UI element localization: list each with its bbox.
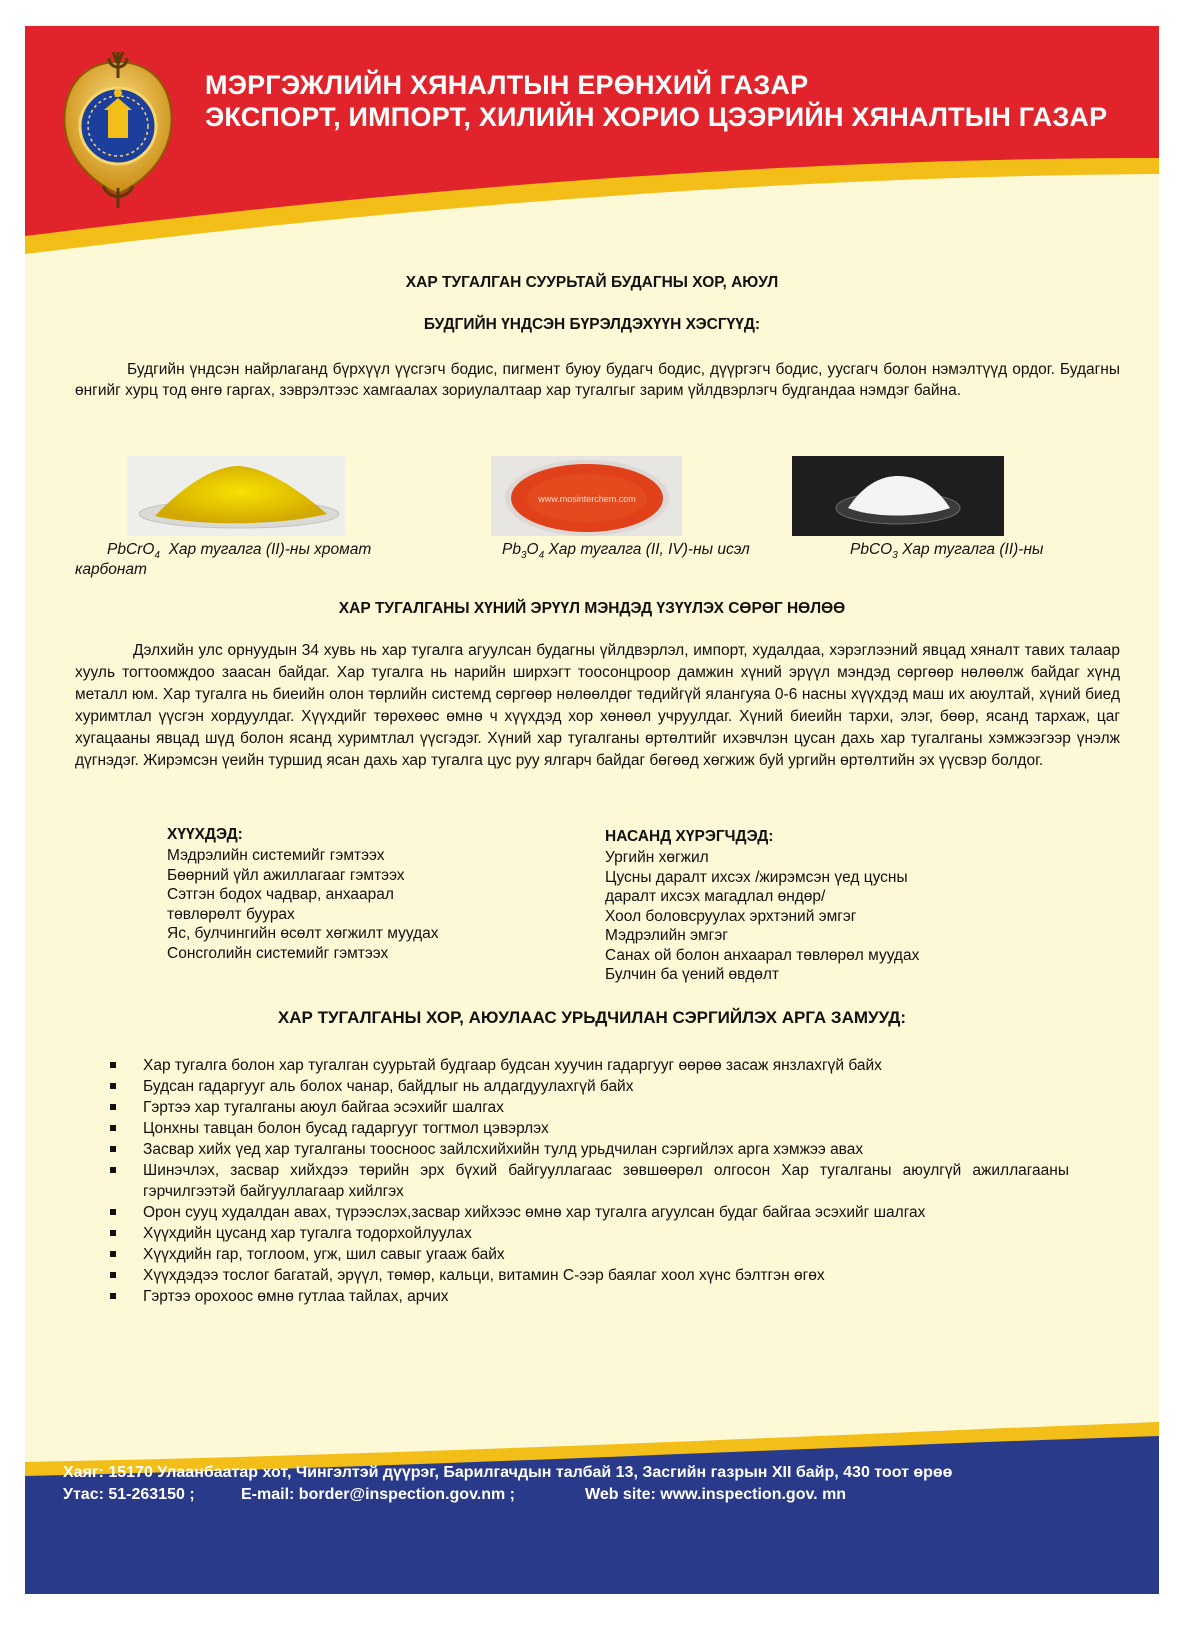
name-lead-oxide: Хар тугалга (II, IV)-ны исэл (548, 541, 750, 558)
health-heading: ХАР ТУГАЛГАНЫ ХҮНИЙ ЭРҮҮЛ МЭНДЭД ҮЗҮҮЛЭХ СӨРӨГ НӨЛӨӨ (338, 600, 846, 617)
caption-wrap-carbonate: карбонат (75, 561, 147, 578)
intro-paragraph: Будгийн үндсэн найрлаганд бүрхүүл үүсгэгч бодис, пигмент буюу будагч бодис, дүүргэгч бодис, уусгагч болон нэмэлтүүд ордог. Будагны өнгийг хурц тод өнгө гаргах, зэврэлтээс хамгаалах зориулалтаар хар тугалгыг зарим үйлдвэрлэгч будгандаа нэмдэг байна. (75, 361, 1120, 399)
agency-emblem-icon (59, 48, 177, 208)
children-heading: ХҮҮХДЭД: (167, 826, 243, 843)
header-band (25, 26, 1159, 266)
list-item: Сэтгэн бодох чадвар, анхаарал (167, 886, 394, 903)
list-item: Хүүхдэдээ тослог багатай, эрүүл, төмөр, кальци, витамин С-ээр баялаг хоол хүнс бэлтгэн өгөх (107, 1265, 1069, 1286)
prevention-heading: ХАР ТУГАЛГАНЫ ХОР, АЮУЛААС УРЬДЧИЛАН СЭРГИЙЛЭХ АРГА ЗАМУУД: (277, 1008, 907, 1027)
formula-lead-chromate: PbCrO (107, 541, 155, 558)
header-department-name: ЭКСПОРТ, ИМПОРТ, ХИЛИЙН ХОРИО ЦЭЭРИЙН ХЯНАЛТЫН ГАЗАР (205, 102, 1108, 132)
list-item: Ургийн хөгжил (605, 849, 709, 866)
list-item: Гэртээ хар тугалганы аюул байгаа эсэхийг шалгах (107, 1097, 1069, 1118)
footer-website-link[interactable]: Web site: www.inspection.gov. mn (585, 1486, 847, 1503)
formula-lead-oxide: Pb (502, 541, 521, 558)
list-item: Будсан гадаргууг аль болох чанар, байдлыг нь алдагдуулахгүй байх (107, 1076, 1069, 1097)
list-item: Мэдрэлийн системийг гэмтээх (167, 847, 385, 864)
precautions-list (107, 1055, 1069, 1307)
health-paragraph: Дэлхийн улс орнуудын 34 хувь нь хар тугалга агуулсан будагны үйлдвэрлэл, импорт, худалдаа, хэрэглээний явцад хяналт тавих талаар хууль тогтоомждоо заасан байдаг. Хар тугалга нь нарийн ширхэгт тоосонцроор дамжин хүний эрүүл мэндэд сөргөөр нөлөөлж байдаг хүнд металл юм. Хар тугалга нь биеийн олон төрлийн системд сөргөөр нөлөөлдөг төдийгүй ялангуяа 0-6 насны хүүхдэд маш их аюултай, хүний биед хуримтлал үүсгэн хордуулдаг. Хүүхдийг төрөхөөс өмнө ч хүүхдэд хор хөнөөл учруулдаг. Хүний биеийн тархи, элэг, бөөр, ясанд тархаж, цаг хугацааны явцад шүд болон ясанд хуримтлал үүсгэдэг. Хүний хар тугалганы өртөлтийг ихэвчлэн цусан дахь хар тугалганы хэмжээгээр үнэлж дүгнэдэг. Жирэмсэн үеийн туршид ясан дахь хар тугалга цус руу ялгарч байдаг бөгөөд хөгжиж буй ургийн өртөлтийн эх үүсвэр болдог. (75, 642, 1120, 769)
name-lead-chromate: Хар тугалга (II)-ны хромат (168, 541, 372, 558)
list-item: Хар тугалга болон хар тугалган суурьтай будгаар будсан хуучин гадаргууг өөрөө засаж янзлахгүй байх (107, 1055, 1069, 1076)
footer-band (25, 1422, 1159, 1594)
poster (25, 26, 1159, 1594)
footer-email-link[interactable]: E-mail: border@inspection.gov.nm ; (241, 1486, 515, 1503)
list-item: Яс, булчингийн өсөлт хөгжилт муудах (167, 925, 439, 942)
list-item: төвлөрөлт буурах (167, 905, 295, 923)
main-title: ХАР ТУГАЛГАН СУУРЬТАЙ БУДАГНЫ ХОР, АЮУЛ (405, 274, 779, 291)
name-lead-carbonate: Хар тугалга (II)-ны (902, 541, 1044, 558)
formula-lead-carbonate: PbCO (850, 541, 893, 558)
list-item: Цонхны тавцан болон бусад гадаргууг тогтмол цэвэрлэх (107, 1118, 1069, 1139)
lead-carbonate-photo (792, 456, 1004, 536)
list-item: Цусны даралт ихсэх /жирэмсэн үед цусны (605, 868, 908, 886)
caption-lead-carbonate: PbCO$_3$ Хар тугалга (II)-ны (850, 541, 1044, 562)
lead-oxide-photo (491, 456, 682, 536)
list-item: Булчин ба үений өвдөлт (605, 966, 780, 983)
list-item: Мэдрэлийн эмгэг (605, 927, 728, 944)
adults-heading: НАСАНД ХҮРЭГЧДЭД: (605, 828, 774, 845)
list-item: Засвар хийх үед хар тугалганы тоосноос зайлсхийхийн тулд урьдчилан сэргийлэх арга хэмжээ авах (107, 1139, 1069, 1160)
adults-effects-list (605, 848, 919, 985)
caption-lead-oxide: $Pb_3O_4$ Хар тугалга (II, IV)-ны исэл (502, 541, 750, 562)
caption-lead-chromate: PbCrO$_4$ Хар тугалга (II)-ны хромат (107, 541, 372, 562)
photo-watermark: www.mosinterchem.com (538, 494, 636, 504)
children-effects-list (167, 846, 439, 963)
list-item: даралт ихсэх магадлал өндөр/ (605, 888, 826, 905)
header-agency-name: МЭРГЭЖЛИЙН ХЯНАЛТЫН ЕРӨНХИЙ ГАЗАР (205, 70, 809, 100)
footer-phone: Утас: 51-263150 ; (63, 1486, 195, 1503)
list-item: Хоол боловсруулах эрхтэний эмгэг (605, 907, 857, 925)
list-item: Орон сууц худалдан авах, түрээслэх,засвар хийхээс өмнө хар тугалга агуулсан будаг байгаа эсэхийг шалгах (107, 1202, 1069, 1223)
components-heading: БУДГИЙН ҮНДСЭН БҮРЭЛДЭХҮҮН ХЭСГҮҮД: (423, 316, 761, 333)
list-item: Сонсголийн системийг гэмтээх (167, 944, 389, 962)
list-item: Гэртээ орохоос өмнө гутлаа тайлах, арчих (107, 1286, 1069, 1307)
list-item: Хүүхдийн цусанд хар тугалга тодорхойлуулах (107, 1223, 1069, 1244)
footer-address: Хаяг: 15170 Улаанбаатар хот, Чингэлтэй дүүрэг, Барилгачдын талбай 13, Засгийн газрын XII байр, 430 тоот өрөө (63, 1464, 953, 1481)
list-item: Бөөрний үйл ажиллагааг гэмтээх (167, 866, 405, 884)
lead-chromate-photo (127, 456, 345, 536)
list-item: Санах ой болон анхаарал төвлөрөл муудах (605, 946, 920, 964)
list-item: Хүүхдийн гар, тоглоом, угж, шил савыг угааж байх (107, 1244, 1069, 1265)
list-item: Шинэчлэх, засвар хийхдээ төрийн эрх бүхий байгууллагаас зөвшөөрөл олгосон Хар тугалганы аюулгүй ажиллагааны гэрчилгээтэй байгууллагаар хийлгэх (107, 1160, 1069, 1202)
